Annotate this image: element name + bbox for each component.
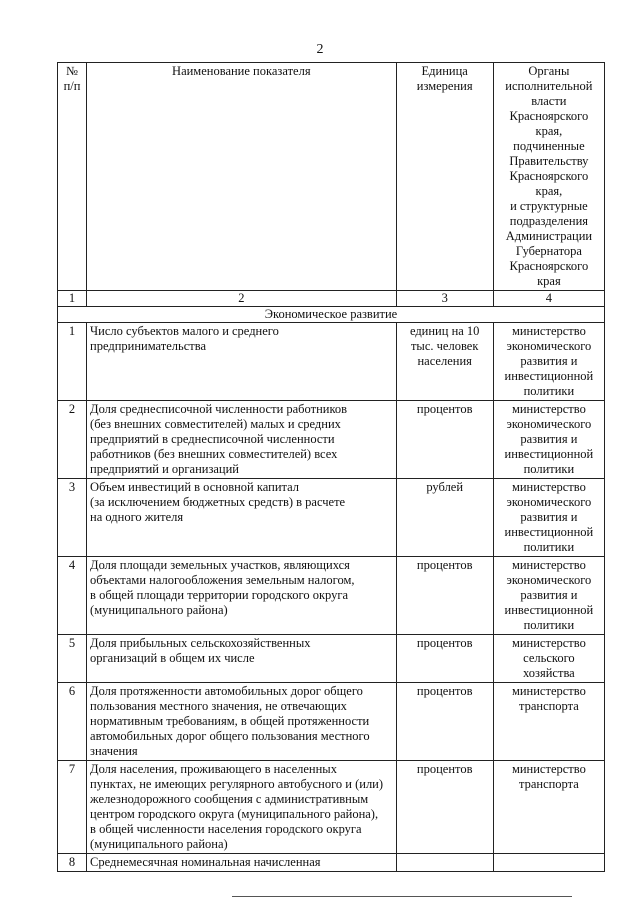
responsible-organ-line: политики	[523, 540, 575, 554]
indicator-name-line: Доля площади земельных участков, являющихся	[90, 558, 350, 572]
header-unit-line: Единица	[421, 64, 468, 78]
indicator-name-line: нормативным требованиям, в общей протяженности	[90, 714, 370, 728]
responsible-organ	[493, 323, 604, 401]
unit-line: процентов	[416, 636, 473, 650]
responsible-organ-line: хозяйства	[523, 666, 575, 680]
header-organ-line: Красноярского	[509, 259, 589, 273]
responsible-organ-line: министерство	[511, 480, 586, 494]
indicator-name-line: Доля протяженности автомобильных дорог общего	[90, 684, 363, 698]
responsible-organ	[493, 401, 604, 479]
responsible-organ	[493, 557, 604, 635]
responsible-organ-line: транспорта	[518, 777, 579, 791]
header-num-line: п/п	[63, 79, 81, 93]
indicator-name-line: Число субъектов малого и среднего	[90, 324, 279, 338]
header-organ-line: края,	[535, 184, 563, 198]
unit	[396, 557, 493, 635]
header-organ-line: края,	[535, 124, 563, 138]
responsible-organ-line: экономического	[506, 417, 592, 431]
table-row	[58, 761, 605, 854]
section-row	[58, 307, 605, 323]
column-number: 2	[87, 291, 397, 307]
indicator-name-line: (муниципального района)	[90, 837, 228, 851]
responsible-organ-line: министерство	[511, 636, 586, 650]
column-number-row	[58, 291, 605, 307]
header-name: Наименование показателя	[87, 63, 397, 291]
header-unit	[396, 63, 493, 291]
indicator-name-line: Доля населения, проживающего в населенных	[90, 762, 337, 776]
header-organ-line: Красноярского	[509, 109, 589, 123]
table-row	[58, 854, 605, 872]
indicator-name-line: предприятий и организаций	[90, 462, 239, 476]
header-organ-line: Правительству	[509, 154, 589, 168]
responsible-organ	[493, 635, 604, 683]
responsible-organ	[493, 761, 604, 854]
indicator-name-line: железнодорожного сообщения с административным	[90, 792, 369, 806]
header-organ-line: края	[537, 274, 561, 288]
indicator-name	[87, 401, 397, 479]
responsible-organ-line: экономического	[506, 495, 592, 509]
responsible-organ-line: развития и	[520, 510, 578, 524]
unit-line: тыс. человек	[410, 339, 479, 353]
indicators-table	[57, 62, 605, 872]
column-number: 1	[58, 291, 87, 307]
bottom-rule	[232, 896, 572, 897]
responsible-organ-line: инвестиционной	[504, 525, 594, 539]
indicator-name-line: (без внешних совместителей) малых и средних	[90, 417, 341, 431]
unit-line: населения	[417, 354, 472, 368]
table-row	[58, 401, 605, 479]
responsible-organ	[493, 479, 604, 557]
row-number: 3	[58, 479, 87, 557]
indicator-name	[87, 635, 397, 683]
indicator-name-line: предпринимательства	[90, 339, 207, 353]
responsible-organ-line: министерство	[511, 558, 586, 572]
indicator-name-line: в общей численности населения городского округа	[90, 822, 362, 836]
unit	[396, 401, 493, 479]
table-row	[58, 323, 605, 401]
column-number: 3	[396, 291, 493, 307]
indicator-name	[87, 761, 397, 854]
table-row	[58, 683, 605, 761]
responsible-organ-line: развития и	[520, 588, 578, 602]
unit	[396, 683, 493, 761]
indicator-name-line: Среднемесячная номинальная начисленная	[90, 855, 321, 869]
indicator-name-line: объектами налогообложения земельным налогом,	[90, 573, 355, 587]
responsible-organ-line: экономического	[506, 573, 592, 587]
table-row	[58, 557, 605, 635]
unit	[396, 479, 493, 557]
page-number: 2	[316, 42, 324, 57]
header-row	[58, 63, 605, 291]
responsible-organ-line: министерство	[511, 324, 586, 338]
indicator-name-line: предприятий в среднесписочной численности	[90, 432, 335, 446]
indicator-name-line: пунктах, не имеющих регулярного автобусного и (или)	[90, 777, 384, 791]
indicator-name-line: Доля прибыльных сельскохозяйственных	[90, 636, 311, 650]
indicator-name-line: (муниципального района)	[90, 603, 228, 617]
responsible-organ-line: политики	[523, 618, 575, 632]
row-number: 7	[58, 761, 87, 854]
header-organ-line: подразделения	[509, 214, 589, 228]
header-organ-line: Органы	[528, 64, 570, 78]
responsible-organ-line: развития и	[520, 354, 578, 368]
responsible-organ-line: транспорта	[518, 699, 579, 713]
row-number: 6	[58, 683, 87, 761]
responsible-organ-line: развития и	[520, 432, 578, 446]
unit	[396, 635, 493, 683]
row-number: 4	[58, 557, 87, 635]
unit-line: процентов	[416, 684, 473, 698]
indicator-name-line: Доля среднесписочной численности работников	[90, 402, 348, 416]
header-unit-line: измерения	[416, 79, 473, 93]
header-organ	[493, 63, 604, 291]
unit-line: процентов	[416, 558, 473, 572]
responsible-organ	[493, 854, 604, 872]
unit-line: рублей	[426, 480, 464, 494]
indicator-name-line: организаций в общем их числе	[90, 651, 255, 665]
indicator-name	[87, 683, 397, 761]
header-num	[58, 63, 87, 291]
header-num-line: №	[66, 64, 78, 78]
unit	[396, 761, 493, 854]
responsible-organ-line: инвестиционной	[504, 369, 594, 383]
row-number: 1	[58, 323, 87, 401]
responsible-organ-line: инвестиционной	[504, 603, 594, 617]
unit-line: процентов	[416, 762, 473, 776]
header-organ-line: Губернатора	[515, 244, 582, 258]
responsible-organ-line: экономического	[506, 339, 592, 353]
responsible-organ-line: сельского	[523, 651, 575, 665]
indicator-name	[87, 557, 397, 635]
header-organ-line: исполнительной	[505, 79, 593, 93]
indicator-name-line: центром городского округа (муниципального района),	[90, 807, 379, 821]
responsible-organ-line: министерство	[511, 402, 586, 416]
row-number: 5	[58, 635, 87, 683]
responsible-organ-line: министерство	[511, 762, 586, 776]
indicator-name	[87, 479, 397, 557]
indicator-name	[87, 323, 397, 401]
row-number: 2	[58, 401, 87, 479]
column-number: 4	[493, 291, 604, 307]
indicator-name-line: в общей площади территории городского округа	[90, 588, 349, 602]
row-number: 8	[58, 854, 87, 872]
indicator-name-line: Объем инвестиций в основной капитал	[90, 480, 300, 494]
unit	[396, 323, 493, 401]
header-organ-line: Администрации	[505, 229, 593, 243]
responsible-organ-line: министерство	[511, 684, 586, 698]
header-organ-line: и структурные	[510, 199, 588, 213]
table-row	[58, 635, 605, 683]
unit-line: процентов	[416, 402, 473, 416]
unit	[396, 854, 493, 872]
header-organ-line: подчиненные	[513, 139, 585, 153]
indicator-name	[87, 854, 397, 872]
indicator-name-line: (за исключением бюджетных средств) в расчете	[90, 495, 346, 509]
header-organ-line: Красноярского	[509, 169, 589, 183]
responsible-organ	[493, 683, 604, 761]
indicator-name-line: автомобильных дорог общего пользования местного	[90, 729, 370, 743]
indicator-name-line: на одного жителя	[90, 510, 184, 524]
header-organ-line: власти	[531, 94, 567, 108]
indicator-name-line: работников (без внешних совместителей) всех	[90, 447, 338, 461]
section-title: Экономическое развитие	[58, 307, 605, 323]
indicator-name-line: значения	[90, 744, 138, 758]
table-row	[58, 479, 605, 557]
responsible-organ-line: политики	[523, 462, 575, 476]
unit-line: единиц на 10	[409, 324, 480, 338]
responsible-organ-line: политики	[523, 384, 575, 398]
indicator-name-line: пользования местного значения, не отвечающих	[90, 699, 347, 713]
responsible-organ-line: инвестиционной	[504, 447, 594, 461]
